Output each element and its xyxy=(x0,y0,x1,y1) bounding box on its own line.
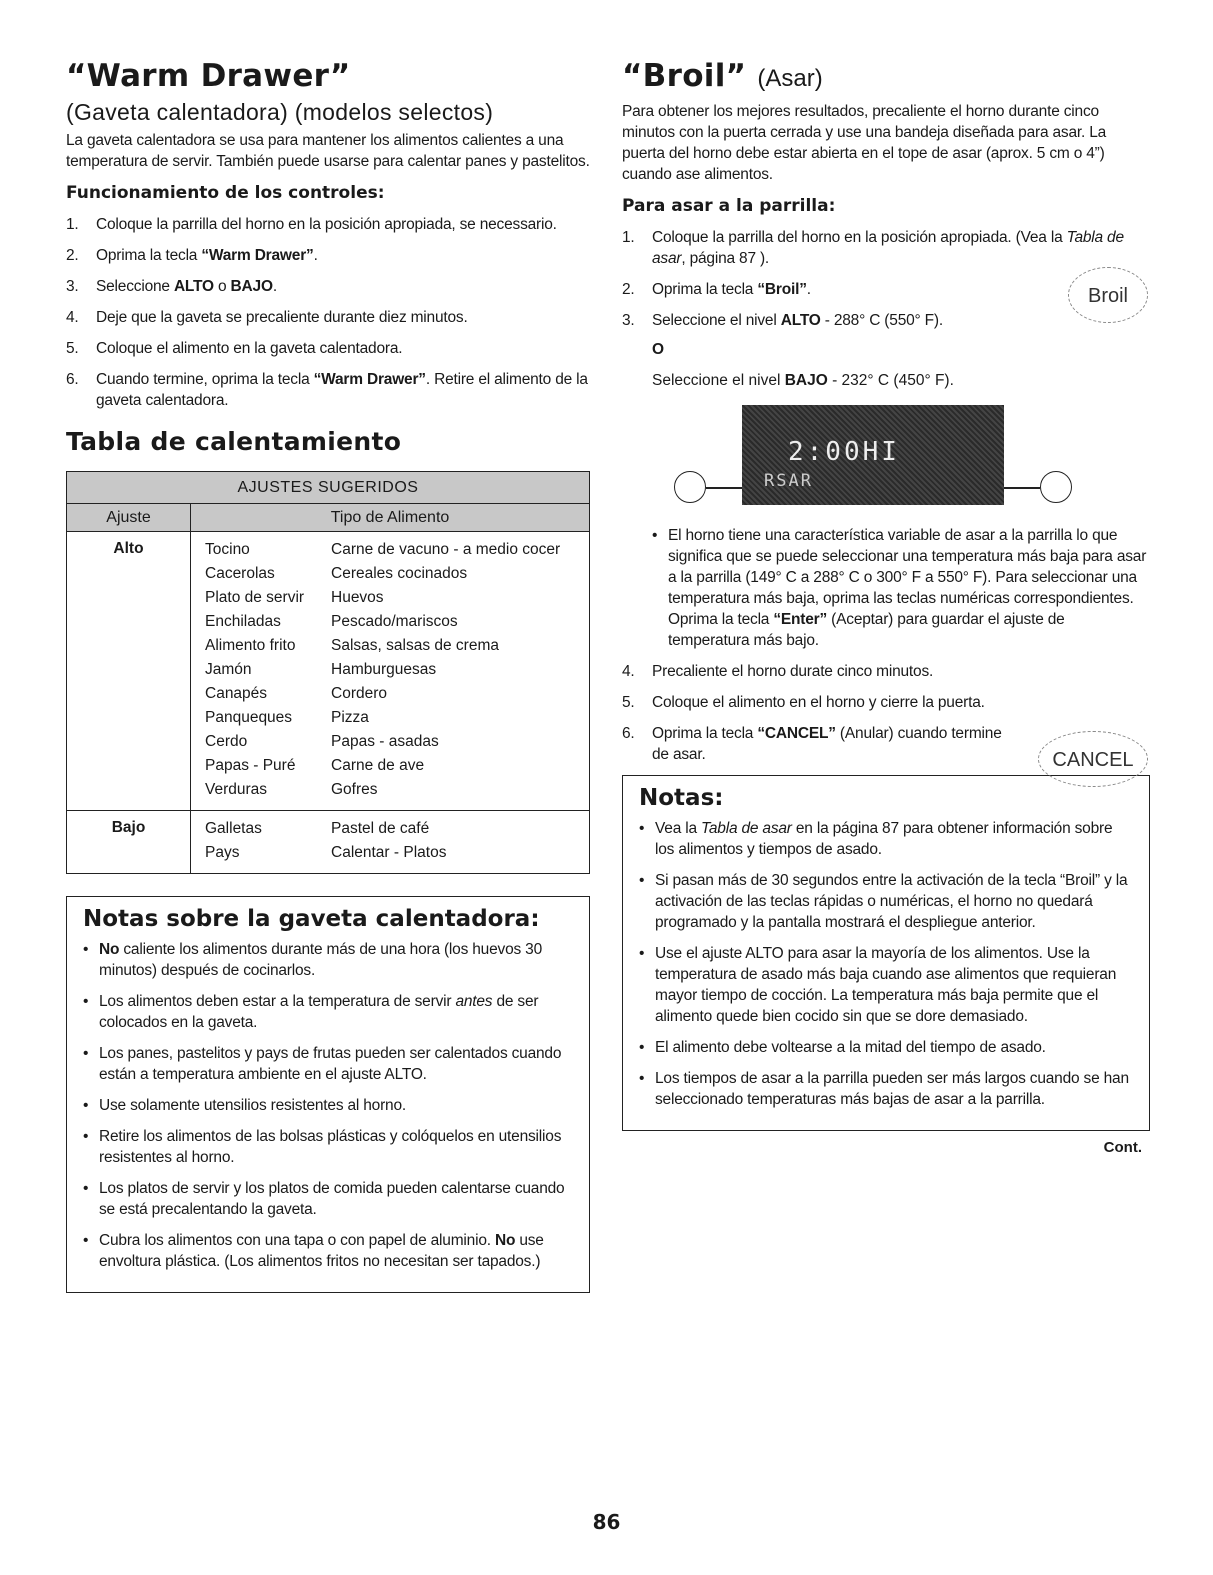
note-item: • Los alimentos deben estar a la temperatura de servir antes de ser colocados en la gaveta. xyxy=(83,991,573,1033)
food-row: Pays Calentar - Platos xyxy=(205,844,447,861)
or-label: O xyxy=(652,341,665,358)
continued-label: Cont. xyxy=(1103,1139,1142,1156)
food-row: Plato de servir Huevos xyxy=(205,589,384,606)
left-knob-icon xyxy=(674,471,706,503)
column-header-setting: Ajuste xyxy=(67,504,191,531)
connector-line xyxy=(706,487,742,489)
warm-drawer-steps xyxy=(66,214,590,411)
step-item: 4. Deje que la gaveta se precaliente durante diez minutos. xyxy=(66,309,468,326)
broil-notes-title: Notas: xyxy=(639,785,724,811)
step-item: 2. Oprima la tecla “Broil”. xyxy=(622,281,811,298)
broil-section xyxy=(622,58,1150,1156)
step-item: 3. Seleccione ALTO o BAJO. xyxy=(66,278,277,295)
note-item: • El horno tiene una característica variable de asar a la parrilla lo que significa que se puede seleccionar una temperatura más baja para asar a la parrilla (149° C a 288° C o 300° F a 550° F). Para seleccionar una temperatura más baja, oprima las teclas numéricas correspondientes. Oprima la tecla “Enter” (Aceptar) para guardar el ajuste de temperatura más bajo. xyxy=(652,525,1150,651)
note-item: • Retire los alimentos de las bolsas plásticas y colóquelos en utensilios resistentes al horno. xyxy=(83,1126,573,1168)
step-3b: Seleccione el nivel BAJO - 232° C (450° F). xyxy=(652,372,954,389)
note-item: • Los panes, pastelitos y pays de frutas pueden ser calentados cuando están a temperatura ambiente en el ajuste ALTO. xyxy=(83,1043,573,1085)
broil-steps xyxy=(622,227,1150,331)
display-time: 2:00HI xyxy=(788,437,900,467)
note-item: • Los platos de servir y los platos de comida pueden calentarse cuando se está precalentando la gaveta. xyxy=(83,1178,573,1220)
note-item: • Los tiempos de asar a la parrilla pueden ser más largos cuando se han seleccionado temperaturas más bajas de asar a la parrilla. xyxy=(639,1068,1133,1110)
foods-cell xyxy=(191,532,589,810)
food-row: Cacerolas Cereales cocinados xyxy=(205,565,468,582)
table-row xyxy=(67,532,589,810)
connector-line xyxy=(1004,487,1040,489)
column-header-food-type: Tipo de Alimento xyxy=(330,509,450,526)
step-item: 2. Oprima la tecla “Warm Drawer”. xyxy=(66,247,318,264)
table-header: AJUSTES SUGERIDOS xyxy=(67,472,589,504)
step-item: 5. Coloque el alimento en la gaveta calentadora. xyxy=(66,340,403,357)
step-item: 6. Oprima la tecla “CANCEL” (Anular) cuando termine de asar. xyxy=(622,725,1002,763)
warming-table xyxy=(66,471,590,874)
note-item: • Use el ajuste ALTO para asar la mayoría de los alimentos. Use la temperatura de asado más baja cuando ase alimentos que requieran mayor tiempo de cocción. La temperatura más baja permite que el alimento quede bien cocido sin que se dore demasiado. xyxy=(639,943,1133,1027)
food-row: Jamón Hamburguesas xyxy=(205,661,437,678)
note-item: • Cubra los alimentos con una tapa o con papel de aluminio. No use envoltura plástica. (Los alimentos fritos no necesitan ser tapados.) xyxy=(83,1230,573,1272)
note-item: • Si pasan más de 30 segundos entre la activación de la tecla “Broil” y la activación de las teclas rápidas o numéricas, el horno no quedará programado y la pantalla mostrará el despliegue anterior. xyxy=(639,870,1133,933)
right-knob-icon xyxy=(1040,471,1072,503)
page-number: 86 xyxy=(592,1510,621,1534)
warm-drawer-title: “Warm Drawer” xyxy=(66,58,351,94)
step-item: 1. Coloque la parrilla del horno en la posición apropiada. (Vea la Tabla de asar, página 87 ). xyxy=(622,229,1124,267)
broil-notes-list xyxy=(639,818,1133,1110)
level-cell: Bajo xyxy=(67,811,191,873)
food-row: Verduras Gofres xyxy=(205,781,378,798)
step-item: 3. Seleccione el nivel ALTO - 288° C (550° F). xyxy=(622,312,943,329)
broil-key-icon: Broil xyxy=(1068,267,1148,323)
warm-drawer-subtitle: (Gaveta calentadora) (modelos selectos) xyxy=(66,99,494,125)
step-item: 5. Coloque el alimento en el horno y cierre la puerta. xyxy=(622,694,985,711)
controls-heading: Funcionamiento de los controles: xyxy=(66,183,385,203)
food-row: Galletas Pastel de café xyxy=(205,820,430,837)
note-item: • Vea la Tabla de asar en la página 87 para obtener información sobre los alimentos y tiempos de asado. xyxy=(639,818,1133,860)
broil-notes-box xyxy=(622,775,1150,1131)
food-row: Cerdo Papas - asadas xyxy=(205,733,439,750)
cancel-key-icon: CANCEL xyxy=(1038,731,1148,787)
foods-cell xyxy=(191,811,589,873)
warm-drawer-notes-title: Notas sobre la gaveta calentadora: xyxy=(83,906,540,932)
food-row: Canapés Cordero xyxy=(205,685,387,702)
warm-drawer-section xyxy=(66,58,590,1293)
broil-intro: Para obtener los mejores resultados, precaliente el horno durante cinco minutos con la puerta cerrada y use una bandeja diseñada para asar. La puerta del horno debe estar abierta en el tope de asar (aprox. 5 cm o 4”) cuando ase alimentos. xyxy=(622,103,1107,183)
food-row: Panqueques Pizza xyxy=(205,709,369,726)
warm-drawer-intro: La gaveta calentadora se usa para mantener los alimentos calientes a una temperatura de servir. También puede usarse para calentar panes y pastelitos. xyxy=(66,132,590,170)
note-item: • No caliente los alimentos durante más de una hora (los huevos 30 minutos) después de cocinarlos. xyxy=(83,939,573,981)
level-cell: Alto xyxy=(67,532,191,810)
broil-title: “Broil” (Asar) xyxy=(622,58,823,94)
display-mode: RSAR xyxy=(764,471,813,491)
note-item: • Use solamente utensilios resistentes al horno. xyxy=(83,1095,573,1116)
step-item: 1. Coloque la parrilla del horno en la posición apropiada, se necessario. xyxy=(66,216,557,233)
table-column-headers xyxy=(67,504,589,532)
table-row xyxy=(67,810,589,873)
broil-variable-note xyxy=(622,525,1150,651)
food-row: Tocino Carne de vacuno - a medio cocer xyxy=(205,541,561,558)
food-row: Papas - Puré Carne de ave xyxy=(205,757,425,774)
broil-heading: Para asar a la parrilla: xyxy=(622,196,836,216)
food-row: Alimento frito Salsas, salsas de crema xyxy=(205,637,499,654)
oven-display-illustration xyxy=(622,405,1150,513)
food-row: Enchiladas Pescado/mariscos xyxy=(205,613,458,630)
step-item: 4. Precaliente el horno durate cinco minutos. xyxy=(622,663,934,680)
warm-drawer-notes-list xyxy=(83,939,573,1272)
warm-drawer-notes-box xyxy=(66,896,590,1293)
note-item: • El alimento debe voltearse a la mitad del tiempo de asado. xyxy=(639,1037,1133,1058)
step-item: 6. Cuando termine, oprima la tecla “Warm Drawer”. Retire el alimento de la gaveta calentadora. xyxy=(66,371,588,409)
table-heading: Tabla de calentamiento xyxy=(66,427,402,456)
broil-steps-continued xyxy=(622,661,1150,765)
oven-display xyxy=(742,405,1004,505)
